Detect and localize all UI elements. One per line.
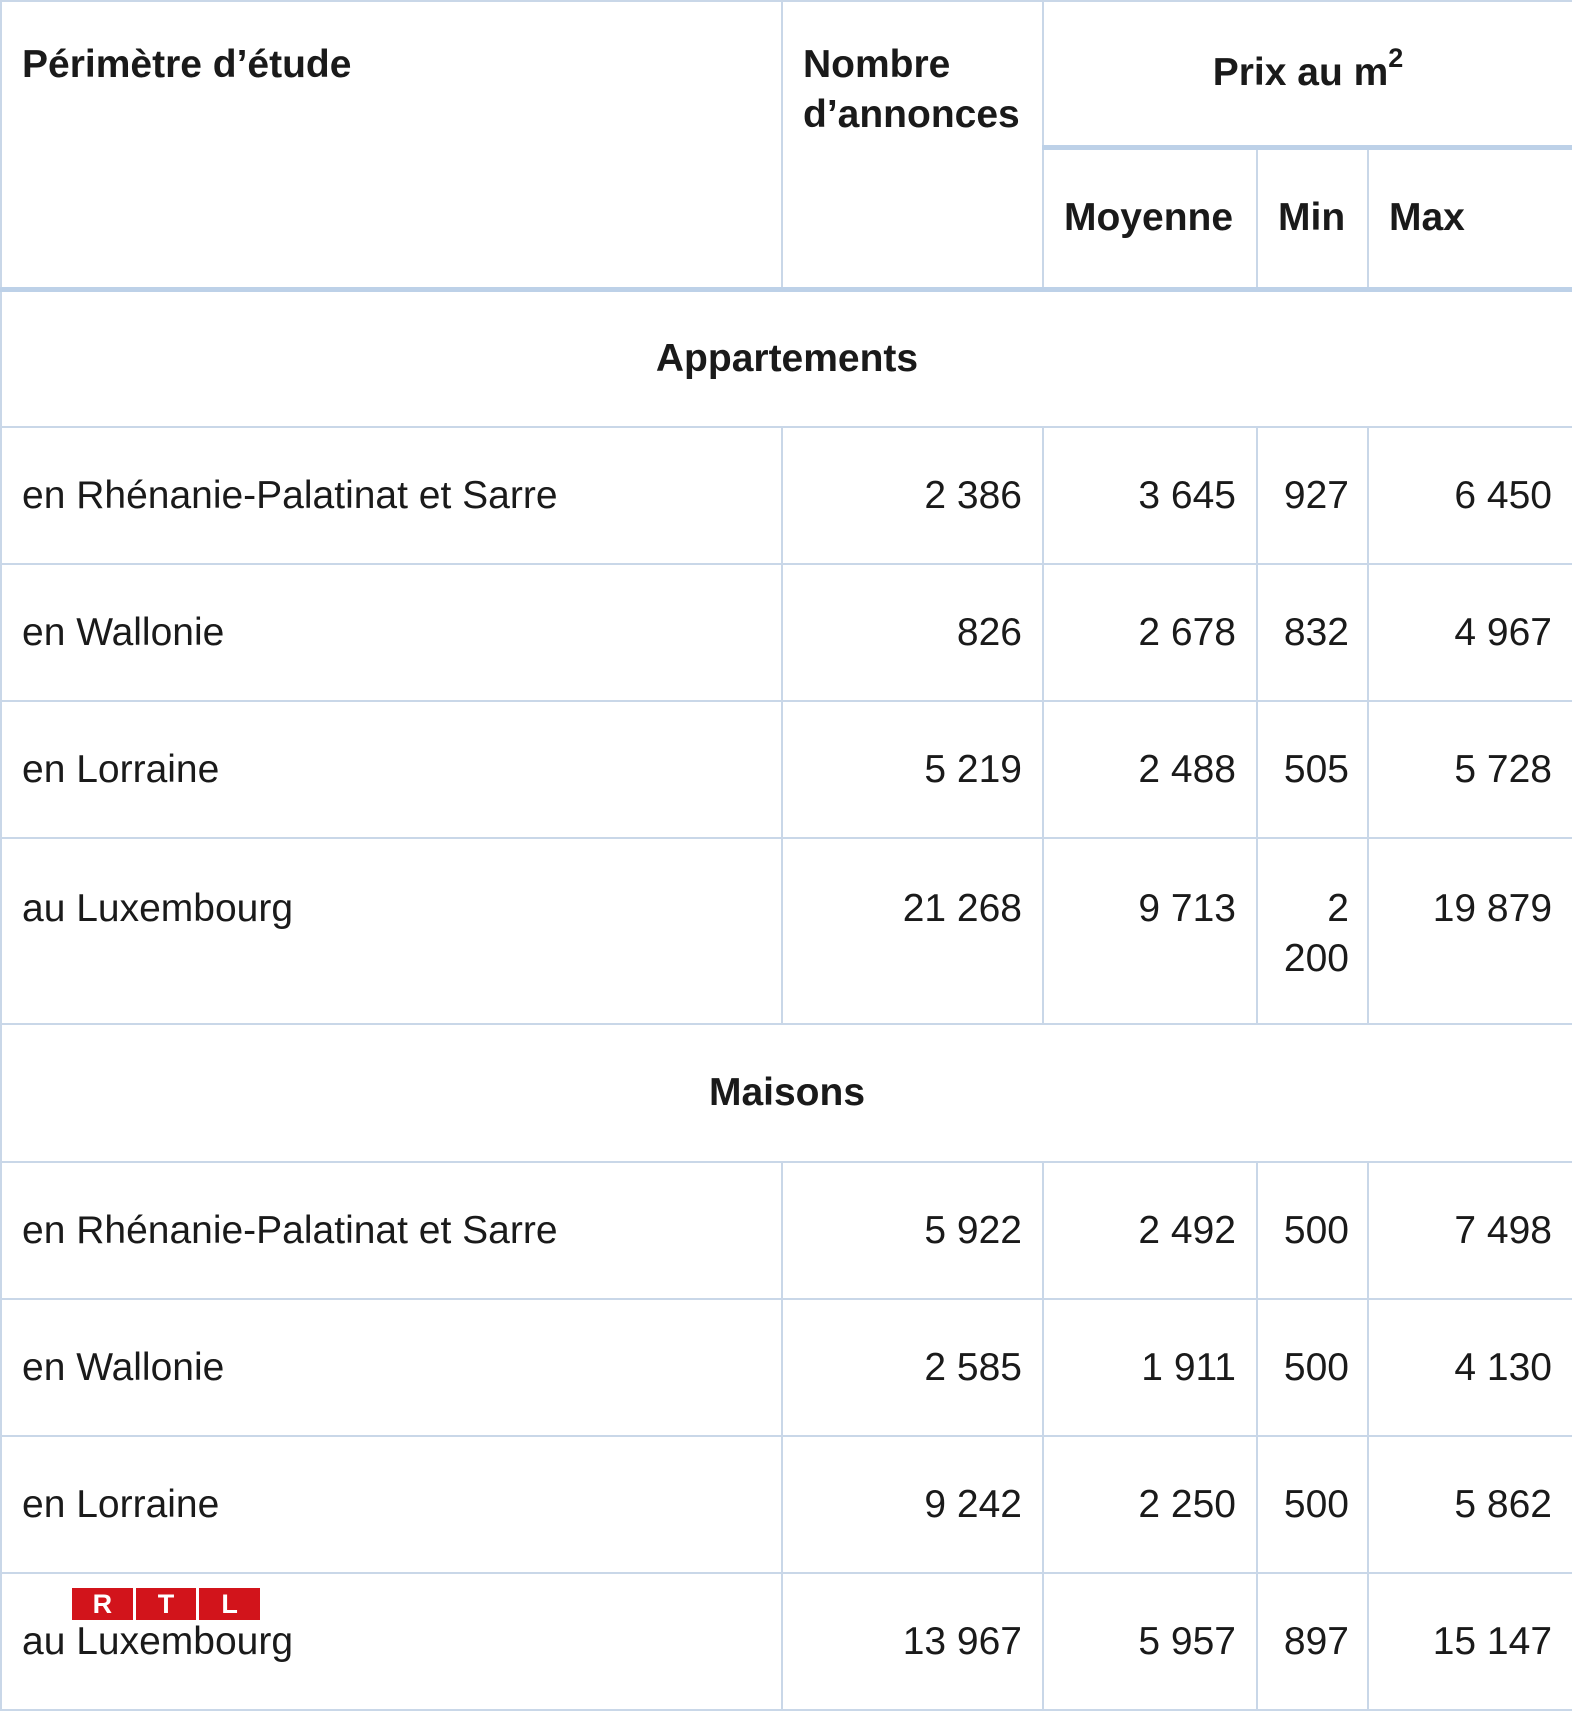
cell-max: 4 967 — [1368, 564, 1572, 701]
row-label: en Rhénanie-Palatinat et Sarre — [1, 427, 782, 564]
cell-min: 897 — [1257, 1573, 1368, 1710]
cell-moyenne: 2 488 — [1043, 701, 1257, 838]
cell-nombre: 826 — [782, 564, 1043, 701]
cell-moyenne: 5 957 — [1043, 1573, 1257, 1710]
cell-max: 6 450 — [1368, 427, 1572, 564]
table-row — [1, 427, 1572, 564]
header-min: Min — [1257, 147, 1368, 289]
header-nombre-line1: Nombre — [803, 43, 951, 86]
cell-moyenne: 3 645 — [1043, 427, 1257, 564]
rtl-logo-letter-t: T — [136, 1588, 197, 1620]
header-nombre — [782, 1, 1043, 289]
cell-max: 15 147 — [1368, 1573, 1572, 1710]
cell-nombre: 5 219 — [782, 701, 1043, 838]
row-label: en Wallonie — [1, 564, 782, 701]
cell-min: 500 — [1257, 1299, 1368, 1436]
section-row-appartements — [1, 289, 1572, 427]
row-label: en Wallonie — [1, 1299, 782, 1436]
cell-nombre: 5 922 — [782, 1162, 1043, 1299]
cell-max: 5 728 — [1368, 701, 1572, 838]
cell-moyenne: 2 678 — [1043, 564, 1257, 701]
row-label: en Rhénanie-Palatinat et Sarre — [1, 1162, 782, 1299]
table-row — [1, 1299, 1572, 1436]
header-perimetre — [1, 1, 782, 289]
cell-min: 500 — [1257, 1436, 1368, 1573]
cell-nombre: 13 967 — [782, 1573, 1043, 1710]
cell-min: 505 — [1257, 701, 1368, 838]
table-row — [1, 1436, 1572, 1573]
cell-min: 2 200 — [1257, 838, 1368, 1024]
table-row — [1, 838, 1572, 1024]
cell-min: 500 — [1257, 1162, 1368, 1299]
cell-nombre: 9 242 — [782, 1436, 1043, 1573]
cell-moyenne: 1 911 — [1043, 1299, 1257, 1436]
cell-max: 4 130 — [1368, 1299, 1572, 1436]
row-label: au Luxembourg — [1, 1573, 782, 1710]
table-row — [1, 1162, 1572, 1299]
cell-min: 832 — [1257, 564, 1368, 701]
table-row — [1, 564, 1572, 701]
section-row-maisons — [1, 1024, 1572, 1162]
cell-max: 5 862 — [1368, 1436, 1572, 1573]
row-label: en Lorraine — [1, 701, 782, 838]
cell-max: 19 879 — [1368, 838, 1572, 1024]
header-nombre-line2: d’annonces — [803, 93, 1020, 136]
section-title: Maisons — [1, 1024, 1572, 1162]
cell-min: 927 — [1257, 427, 1368, 564]
row-label: au Luxembourg — [1, 838, 782, 1024]
cell-nombre: 2 585 — [782, 1299, 1043, 1436]
header-perimetre-label: Périmètre d’étude — [22, 43, 352, 86]
rtl-logo-letter-r: R — [72, 1588, 133, 1620]
header-prix — [1043, 1, 1572, 147]
header-prix-superscript: 2 — [1388, 43, 1404, 74]
cell-max: 7 498 — [1368, 1162, 1572, 1299]
cell-moyenne: 2 492 — [1043, 1162, 1257, 1299]
cell-nombre: 2 386 — [782, 427, 1043, 564]
header-max: Max — [1368, 147, 1572, 289]
rtl-logo — [72, 1588, 260, 1620]
cell-moyenne: 9 713 — [1043, 838, 1257, 1024]
rtl-logo-letter-l: L — [199, 1588, 260, 1620]
table-row — [1, 701, 1572, 838]
row-label: en Lorraine — [1, 1436, 782, 1573]
header-prix-label: Prix au m — [1212, 51, 1389, 95]
cell-nombre: 21 268 — [782, 838, 1043, 1024]
cell-moyenne: 2 250 — [1043, 1436, 1257, 1573]
section-title: Appartements — [1, 289, 1572, 427]
header-moyenne: Moyenne — [1043, 147, 1257, 289]
